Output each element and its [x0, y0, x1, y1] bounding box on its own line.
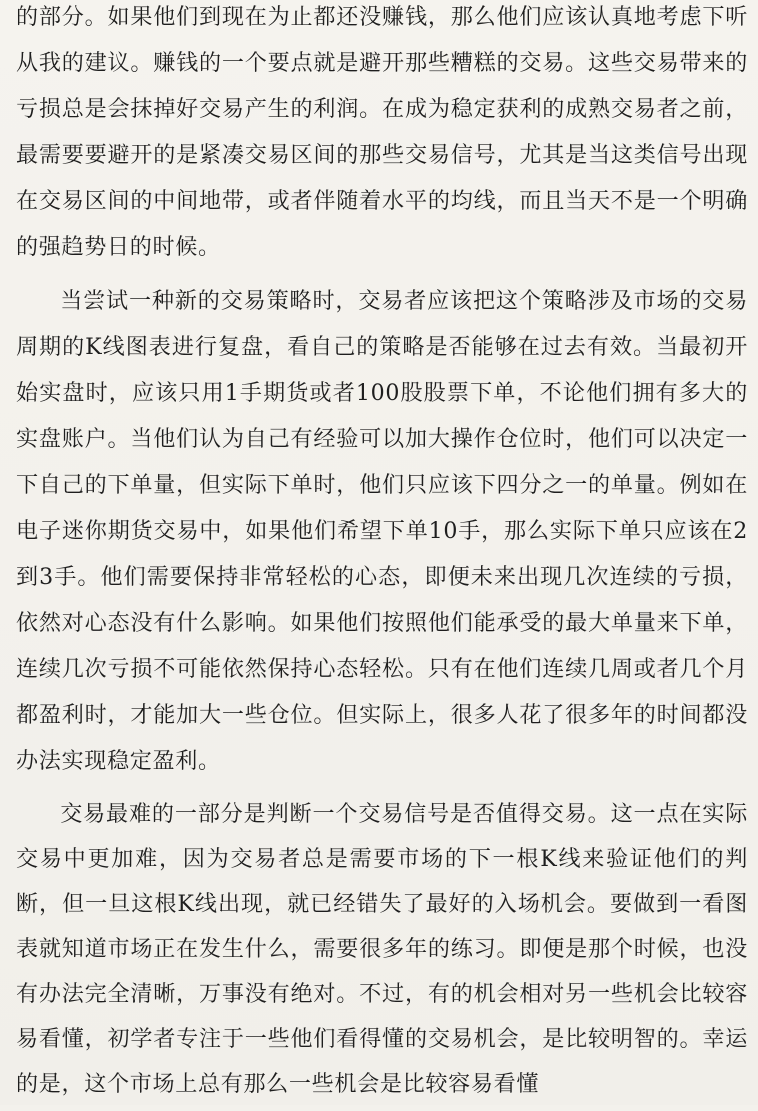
paragraph-3: 交易最难的一部分是判断一个交易信号是否值得交易。这一点在实际交易中更加难，因为交易者总是需要市场的下一根K线来验证他们的判断，但一旦这根K线出现，就已经错失了最好的入场机会。要做到一看图表就知道市场正在发生什么，需要很多年的练习。即便是那个时候，也没有办法完全清晰，万事没有绝对。不过，有的机会相对另一些机会比较容易看懂，初学者专注于一些他们看得懂的交易机会，是比较明智的。幸运的是，这个市场上总有那么一些机会是比较容易看懂: [16, 801, 748, 1097]
paragraph-2: 当尝试一种新的交易策略时，交易者应该把这个策略涉及市场的交易周期的K线图表进行复盘，看自己的策略是否能够在过去有效。当最初开始实盘时，应该只用1手期货或者100股股票下单，不论他们拥有多大的实盘账户。当他们认为自己有经验可以加大操作仓位时，他们可以决定一下自己的下单量，但实际下单时，他们只应该下四分之一的单量。例如在电子迷你期货交易中，如果他们希望下单10手，那么实际下单只应该在2到3手。他们需要保持非常轻松的心态，即便未来出现几次连续的亏损，依然对心态没有什么影响。如果他们按照他们能承受的最大单量来下单，连续几次亏损不可能依然保持心态轻松。只有在他们连续几周或者几个月都盈利时，才能加大一些仓位。但实际上，很多人花了很多年的时间都没办法实现稳定盈利。: [16, 288, 748, 774]
page-text: [16, 0, 748, 1107]
paragraph-1: 的部分。如果他们到现在为止都还没赚钱，那么他们应该认真地考虑下听从我的建议。赚钱的一个要点就是避开那些糟糕的交易。这些交易带来的亏损总是会抹掉好交易产生的利润。在成为稳定获利的成熟交易者之前，最需要要避开的是紧凑交易区间的那些交易信号，尤其是当这类信号出现在交易区间的中间地带，或者伴随着水平的均线，而且当天不是一个明确的强趋势日的时候。: [16, 4, 748, 260]
